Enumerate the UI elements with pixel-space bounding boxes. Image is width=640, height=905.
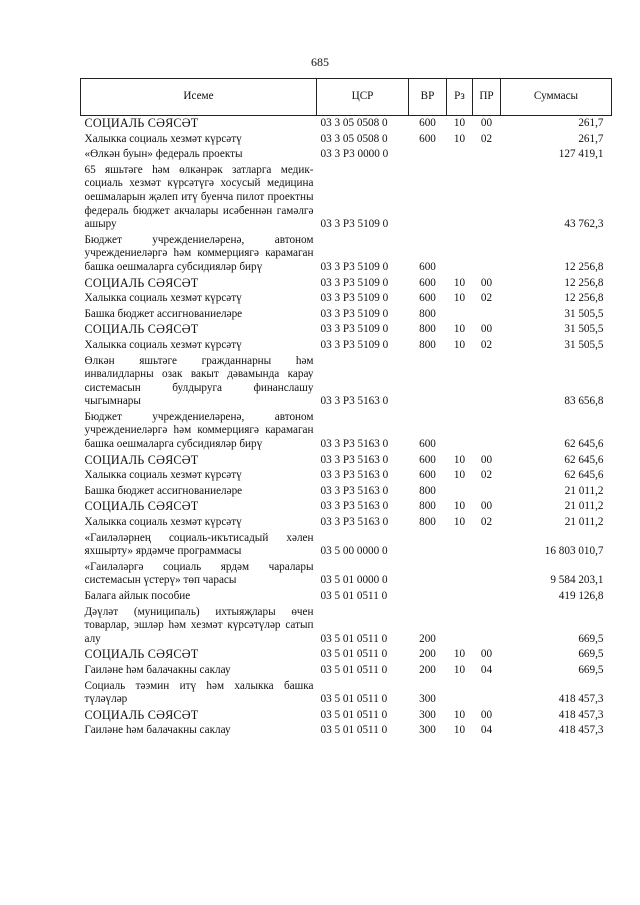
table-row bbox=[81, 116, 612, 132]
table-row bbox=[81, 663, 612, 679]
row-vr: 600 bbox=[419, 276, 436, 289]
row-vr: 300 bbox=[419, 708, 436, 721]
header-vr: ВР bbox=[409, 79, 447, 116]
row-sum: 31 505,5 bbox=[564, 338, 604, 351]
row-vr: 600 bbox=[419, 292, 436, 305]
row-name: Өлкән яшьтәге гражданнарны һәм инвалидларны озак вакыт дәвамында карау системасын булдыруга финанслашу чыгымнары bbox=[84, 354, 314, 408]
row-pr bbox=[473, 605, 501, 648]
row-pr: 00 bbox=[480, 453, 493, 466]
row-pr bbox=[473, 410, 501, 453]
header-rz: Рз bbox=[447, 79, 473, 116]
row-sum: 669,5 bbox=[578, 632, 604, 645]
header-pr: ПР bbox=[473, 79, 501, 116]
page-number: 685 bbox=[311, 55, 329, 69]
row-csr: 03 5 01 0000 0 bbox=[320, 574, 388, 587]
row-csr: 03 3 Р3 5163 0 bbox=[320, 484, 389, 497]
row-rz: 10 bbox=[453, 276, 466, 289]
table-row bbox=[81, 233, 612, 276]
table-row bbox=[81, 499, 612, 515]
table-row bbox=[81, 484, 612, 500]
row-vr bbox=[409, 531, 447, 560]
row-rz bbox=[447, 560, 473, 589]
row-rz: 10 bbox=[453, 500, 466, 513]
row-csr: 03 3 05 0508 0 bbox=[320, 117, 388, 129]
row-name: Гаиләне һәм балачакны саклау bbox=[84, 724, 231, 737]
row-pr bbox=[473, 531, 501, 560]
row-vr: 600 bbox=[419, 438, 436, 451]
row-vr: 800 bbox=[419, 338, 436, 351]
row-rz bbox=[447, 484, 473, 500]
row-pr: 00 bbox=[480, 500, 493, 513]
table-row bbox=[81, 132, 612, 148]
row-rz bbox=[447, 531, 473, 560]
row-rz: 10 bbox=[453, 469, 466, 482]
row-vr: 800 bbox=[419, 323, 436, 336]
row-name: Халыкка социаль хезмәт күрсәтү bbox=[84, 132, 242, 145]
row-csr: 03 3 Р3 5109 0 bbox=[320, 307, 389, 320]
row-sum: 419 126,8 bbox=[558, 590, 604, 602]
row-vr: 200 bbox=[419, 663, 436, 676]
row-vr: 600 bbox=[419, 117, 436, 129]
row-sum: 83 656,8 bbox=[564, 395, 604, 408]
row-pr: 02 bbox=[480, 469, 493, 482]
row-pr: 02 bbox=[480, 338, 493, 351]
table-body bbox=[81, 116, 612, 739]
row-name: «Өлкән буын» федераль проекты bbox=[84, 148, 243, 161]
row-rz: 10 bbox=[453, 516, 466, 529]
row-rz: 10 bbox=[453, 453, 466, 466]
row-pr bbox=[473, 354, 501, 410]
row-rz bbox=[447, 147, 473, 163]
table-row bbox=[81, 307, 612, 323]
row-sum: 418 457,3 bbox=[558, 693, 604, 706]
row-csr: 03 3 Р3 5109 0 bbox=[320, 260, 389, 273]
row-csr: 03 5 01 0511 0 bbox=[320, 590, 388, 602]
row-pr: 04 bbox=[480, 724, 493, 737]
row-pr bbox=[473, 560, 501, 589]
row-csr: 03 3 Р3 5109 0 bbox=[320, 276, 389, 289]
row-vr: 200 bbox=[419, 632, 436, 645]
row-rz: 10 bbox=[453, 132, 466, 145]
row-pr: 00 bbox=[480, 648, 493, 661]
table-row bbox=[81, 291, 612, 307]
row-rz: 10 bbox=[453, 323, 466, 336]
row-pr bbox=[473, 307, 501, 323]
row-csr: 03 3 Р3 0000 0 bbox=[320, 148, 389, 161]
row-pr bbox=[473, 233, 501, 276]
row-sum: 62 645,6 bbox=[564, 469, 604, 482]
table-row bbox=[81, 163, 612, 233]
row-csr: 03 3 05 0508 0 bbox=[320, 132, 388, 145]
row-sum: 12 256,8 bbox=[564, 260, 604, 273]
table-row bbox=[81, 410, 612, 453]
row-sum: 261,7 bbox=[578, 117, 604, 129]
row-sum: 418 457,3 bbox=[558, 724, 604, 737]
table-row bbox=[81, 276, 612, 292]
row-rz: 10 bbox=[453, 117, 466, 129]
row-csr: 03 3 Р3 5109 0 bbox=[320, 323, 389, 336]
row-rz: 10 bbox=[453, 708, 466, 721]
row-pr: 00 bbox=[480, 708, 493, 721]
row-pr bbox=[473, 147, 501, 163]
row-pr bbox=[473, 484, 501, 500]
table-row bbox=[81, 605, 612, 648]
row-vr: 800 bbox=[419, 516, 436, 529]
table-row bbox=[81, 679, 612, 708]
row-csr: 03 5 01 0511 0 bbox=[320, 663, 388, 676]
table-row bbox=[81, 589, 612, 605]
row-name: СОЦИАЛЬ СӘЯСӘТ bbox=[84, 499, 199, 514]
row-rz bbox=[447, 679, 473, 708]
row-vr bbox=[409, 163, 447, 233]
row-sum: 669,5 bbox=[578, 663, 604, 676]
table-row bbox=[81, 515, 612, 531]
row-csr: 03 5 01 0511 0 bbox=[320, 724, 388, 737]
row-csr: 03 3 Р3 5109 0 bbox=[320, 292, 389, 305]
header-name: Исеме bbox=[81, 79, 317, 116]
row-sum: 62 645,6 bbox=[564, 438, 604, 451]
row-vr: 600 bbox=[419, 453, 436, 466]
row-vr: 200 bbox=[419, 648, 436, 661]
row-name: Бюджет учреждениеләренә, автоном учреждениеләргә һәм коммерциягә карамаган башка оешмаларга субсидияләр бирү bbox=[84, 233, 314, 273]
row-sum: 9 584 203,1 bbox=[550, 574, 604, 587]
row-vr: 600 bbox=[419, 469, 436, 482]
row-csr: 03 5 01 0511 0 bbox=[320, 632, 388, 645]
row-name: Халыкка социаль хезмәт күрсәтү bbox=[84, 292, 242, 305]
row-vr bbox=[409, 354, 447, 410]
row-vr: 300 bbox=[419, 693, 436, 706]
row-name: СОЦИАЛЬ СӘЯСӘТ bbox=[84, 116, 199, 130]
row-rz: 10 bbox=[453, 648, 466, 661]
row-vr bbox=[409, 589, 447, 605]
table-row bbox=[81, 531, 612, 560]
row-csr: 03 3 Р3 5109 0 bbox=[320, 218, 389, 231]
row-vr: 600 bbox=[419, 260, 436, 273]
row-pr: 00 bbox=[480, 117, 493, 129]
row-rz bbox=[447, 307, 473, 323]
row-sum: 669,5 bbox=[578, 648, 604, 661]
row-pr: 00 bbox=[480, 276, 493, 289]
table-row bbox=[81, 560, 612, 589]
row-name: Башка бюджет ассигнованиеләре bbox=[84, 484, 243, 497]
row-pr bbox=[473, 589, 501, 605]
header-csr: ЦСР bbox=[317, 79, 409, 116]
row-name: «Гаиләләргә социаль ярдәм чаралары системасын үстерү» төп чарасы bbox=[84, 560, 314, 587]
row-rz: 10 bbox=[453, 292, 466, 305]
row-csr: 03 3 Р3 5163 0 bbox=[320, 469, 389, 482]
row-pr: 02 bbox=[480, 516, 493, 529]
row-name: СОЦИАЛЬ СӘЯСӘТ bbox=[84, 647, 199, 662]
row-csr: 03 3 Р3 5163 0 bbox=[320, 516, 389, 529]
row-rz bbox=[447, 163, 473, 233]
row-vr: 800 bbox=[419, 500, 436, 513]
row-vr: 600 bbox=[419, 132, 436, 145]
table-row bbox=[81, 354, 612, 410]
row-name: 65 яшьтәге һәм өлкәнрәк затларга медик-социаль хезмәт күрсәтүгә хосусый медицина оешмаларын җәлеп итү буенча пилот проектны федераль бюджет акчалары исәбеннән гамәлгә ашыру bbox=[84, 163, 314, 231]
row-name: Дәүләт (муниципаль) ихтыяҗлары өчен товарлар, эшләр һәм хезмәт күрсәтүләр сатып алу bbox=[84, 605, 314, 645]
row-name: Халыкка социаль хезмәт күрсәтү bbox=[84, 469, 242, 482]
row-rz bbox=[447, 233, 473, 276]
row-name: «Гаиләләрнең социаль-икътисадый хәлен яхшырту» ярдәмче программасы bbox=[84, 531, 314, 558]
row-csr: 03 3 Р3 5163 0 bbox=[320, 500, 389, 513]
row-sum: 261,7 bbox=[578, 132, 604, 145]
row-sum: 43 762,3 bbox=[564, 218, 604, 231]
row-sum: 12 256,8 bbox=[564, 276, 604, 289]
row-vr: 800 bbox=[419, 307, 436, 320]
row-sum: 21 011,2 bbox=[564, 516, 604, 529]
row-pr bbox=[473, 679, 501, 708]
row-csr: 03 5 00 0000 0 bbox=[320, 545, 388, 558]
row-csr: 03 3 Р3 5163 0 bbox=[320, 438, 389, 451]
row-name: СОЦИАЛЬ СӘЯСӘТ bbox=[84, 275, 199, 290]
row-name: Башка бюджет ассигнованиеләре bbox=[84, 307, 243, 320]
row-sum: 21 011,2 bbox=[564, 500, 604, 513]
row-name: Бюджет учреждениеләренә, автоном учреждениеләргә һәм коммерциягә карамаган башка оешмаларга субсидияләр бирү bbox=[84, 410, 314, 451]
row-sum: 62 645,6 bbox=[564, 453, 604, 466]
row-csr: 03 3 Р3 5163 0 bbox=[320, 453, 389, 466]
table-row bbox=[81, 723, 612, 739]
row-sum: 127 419,1 bbox=[558, 148, 604, 161]
row-rz bbox=[447, 354, 473, 410]
row-vr bbox=[409, 560, 447, 589]
table-row bbox=[81, 147, 612, 163]
row-name: СОЦИАЛЬ СӘЯСӘТ bbox=[84, 707, 199, 722]
row-rz: 10 bbox=[453, 663, 466, 676]
row-pr: 02 bbox=[480, 132, 493, 145]
row-rz bbox=[447, 605, 473, 648]
row-pr: 00 bbox=[480, 323, 493, 336]
row-sum: 31 505,5 bbox=[564, 307, 604, 320]
table-row bbox=[81, 647, 612, 663]
table-row bbox=[81, 708, 612, 724]
row-rz bbox=[447, 410, 473, 453]
row-rz bbox=[447, 589, 473, 605]
row-sum: 16 803 010,7 bbox=[544, 545, 604, 558]
row-sum: 31 505,5 bbox=[564, 323, 604, 336]
row-csr: 03 5 01 0511 0 bbox=[320, 648, 388, 661]
row-name: Халыкка социаль хезмәт күрсәтү bbox=[84, 338, 242, 351]
row-name: Социаль тәэмин итү һәм халыкка башка түләүләр bbox=[84, 679, 314, 706]
row-vr: 300 bbox=[419, 724, 436, 737]
row-pr: 04 bbox=[480, 663, 493, 676]
row-sum: 12 256,8 bbox=[564, 292, 604, 305]
row-name: СОЦИАЛЬ СӘЯСӘТ bbox=[84, 452, 199, 467]
row-sum: 21 011,2 bbox=[564, 484, 604, 497]
budget-table bbox=[80, 78, 612, 739]
row-pr: 02 bbox=[480, 292, 493, 305]
row-name: Гаиләне һәм балачакны саклау bbox=[84, 663, 231, 676]
table-row bbox=[81, 338, 612, 354]
table-header-row bbox=[81, 79, 612, 116]
row-rz: 10 bbox=[453, 724, 466, 737]
row-vr bbox=[409, 147, 447, 163]
table-row bbox=[81, 453, 612, 469]
table-row bbox=[81, 468, 612, 484]
row-name: Балага айлык пособие bbox=[84, 590, 191, 602]
row-sum: 418 457,3 bbox=[558, 708, 604, 721]
row-name: Халыкка социаль хезмәт күрсәтү bbox=[84, 516, 242, 529]
row-csr: 03 3 Р3 5163 0 bbox=[320, 395, 389, 408]
row-csr: 03 5 01 0511 0 bbox=[320, 708, 388, 721]
row-csr: 03 3 Р3 5109 0 bbox=[320, 338, 389, 351]
row-rz: 10 bbox=[453, 338, 466, 351]
row-pr bbox=[473, 163, 501, 233]
row-vr: 800 bbox=[419, 484, 436, 497]
header-sum: Суммасы bbox=[501, 79, 612, 116]
table-row bbox=[81, 322, 612, 338]
row-csr: 03 5 01 0511 0 bbox=[320, 693, 388, 706]
row-name: СОЦИАЛЬ СӘЯСӘТ bbox=[84, 322, 199, 337]
